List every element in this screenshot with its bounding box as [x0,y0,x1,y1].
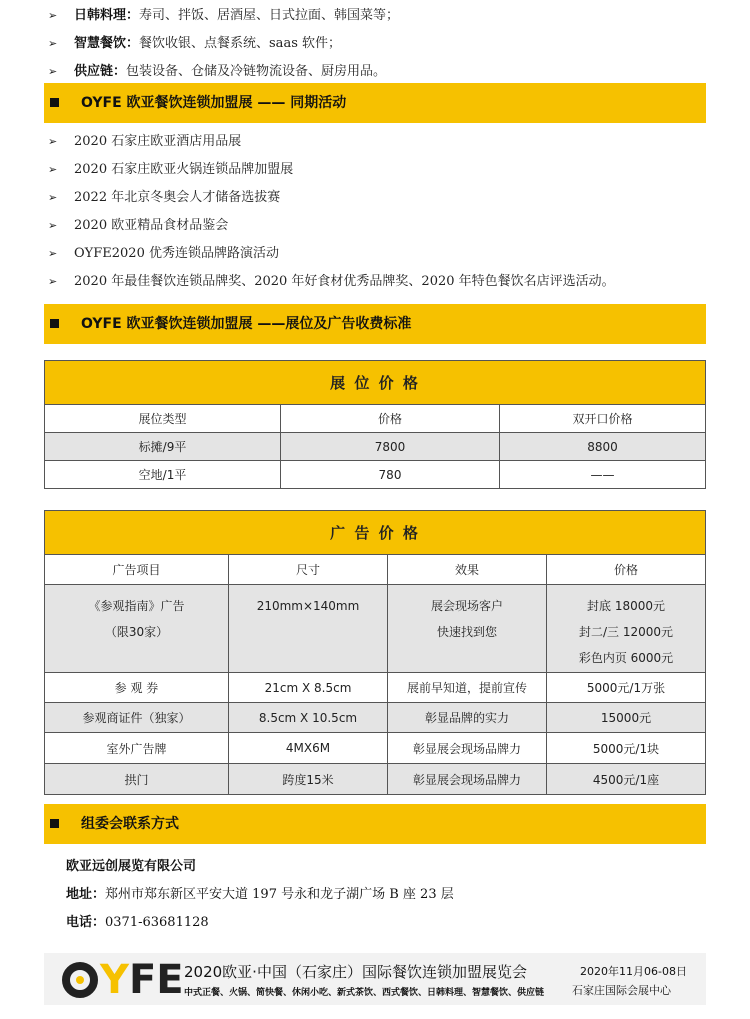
table-cell: 彰显展会现场品牌力 [388,764,547,795]
section-contact-header: 组委会联系方式 [44,804,706,844]
table-header: 广告项目 [45,555,229,585]
oyfe-logo: Y F E [62,959,184,1001]
table-cell: 室外广告牌 [45,733,229,764]
table-cell: 参 观 券 [45,673,229,703]
footer-date: 2020年11月06-08日 [580,965,687,978]
list-item: ➢ 2020 欧亚精品食材品鉴会 [48,212,615,240]
list-item: ➢ 2020 年最佳餐饮连锁品牌奖、2020 年好食材优秀品牌奖、2020 年特色餐饮名店评选活动。 [48,268,615,296]
arrow-icon: ➢ [48,219,58,232]
list-item: ➢ 供应链：包装设备、仓储及冷链物流设备、厨房用品。 [48,58,399,86]
table-row [45,764,706,795]
table-cell: 标摊/9平 [45,433,281,461]
arrow-icon: ➢ [48,275,58,288]
table-row [45,585,706,673]
section-activities-header: OYFE 欧亚餐饮连锁加盟展 —— 同期活动 [44,83,706,123]
table-cell: 展前早知道，提前宣传 [388,673,547,703]
table-header: 尺寸 [229,555,388,585]
table-cell: 空地/1平 [45,461,281,489]
table-cell: 展会现场客户 快速找到您 [388,585,547,673]
table-cell: 《参观指南》广告 （限30家） [45,585,229,673]
list-item: ➢ OYFE2020 优秀连锁品牌路演活动 [48,240,615,268]
table-header: 双开口价格 [500,405,706,433]
footer-venue: 石家庄国际会展中心 [572,984,671,997]
square-bullet-icon [50,819,59,828]
table-cell: 5000元/1块 [547,733,706,764]
table-cell: 5000元/1万张 [547,673,706,703]
arrow-icon: ➢ [48,9,58,22]
table-cell: 8.5cm X 10.5cm [229,703,388,733]
arrow-icon: ➢ [48,191,58,204]
arrow-icon: ➢ [48,37,58,50]
table-row [45,461,706,489]
table-header: 效果 [388,555,547,585]
table-cell: 封底 18000元 封二/三 12000元 彩色内页 6000元 [547,585,706,673]
table-header: 价格 [547,555,706,585]
table-cell: 8800 [500,433,706,461]
list-item: ➢ 2020 石家庄欧亚酒店用品展 [48,128,615,156]
table-row [45,673,706,703]
square-bullet-icon [50,98,59,107]
footer-title: 2020欧亚·中国（石家庄）国际餐饮连锁加盟展览会 [184,963,527,981]
footer-banner [44,953,706,1005]
footer-subtitle: 中式正餐、火锅、简快餐、休闲小吃、新式茶饮、西式餐饮、日韩料理、智慧餐饮、供应链 [184,988,545,998]
ad-price-table [44,510,706,795]
table-cell: 4500元/1座 [547,764,706,795]
table-cell: 4MX6M [229,733,388,764]
table-cell: 780 [281,461,500,489]
contact-address: 地址：郑州市郑东新区平安大道 197 号永和龙子湖广场 B 座 23 层 [66,887,454,902]
table-cell: 210mm×140mm [229,585,388,673]
table-header: 价格 [281,405,500,433]
table-cell: 15000元 [547,703,706,733]
section-pricing-header: OYFE 欧亚餐饮连锁加盟展 ——展位及广告收费标准 [44,304,706,344]
activities-list [48,128,615,296]
list-item: ➢ 智慧餐饮：餐饮收银、点餐系统、saas 软件； [48,30,399,58]
arrow-icon: ➢ [48,247,58,260]
intro-list [48,2,399,86]
table-row [45,703,706,733]
ad-table-title: 广 告 价 格 [45,511,706,555]
table-row [45,433,706,461]
table-cell: 拱门 [45,764,229,795]
booth-table-title: 展 位 价 格 [45,361,706,405]
contact-phone: 电话：0371-63681128 [66,915,209,930]
table-cell: 参观商证件（独家） [45,703,229,733]
table-cell: 彰显品牌的实力 [388,703,547,733]
arrow-icon: ➢ [48,163,58,176]
table-cell: 彰显展会现场品牌力 [388,733,547,764]
list-item: ➢ 2022 年北京冬奥会人才储备选拔赛 [48,184,615,212]
list-item: ➢ 2020 石家庄欧亚火锅连锁品牌加盟展 [48,156,615,184]
arrow-icon: ➢ [48,135,58,148]
table-cell: 7800 [281,433,500,461]
table-row [45,733,706,764]
table-cell: 跨度15米 [229,764,388,795]
table-header: 展位类型 [45,405,281,433]
square-bullet-icon [50,319,59,328]
table-cell: 21cm X 8.5cm [229,673,388,703]
arrow-icon: ➢ [48,65,58,78]
logo-ring-icon [62,962,98,998]
list-item: ➢ 日韩料理：寿司、拌饭、居酒屋、日式拉面、韩国菜等； [48,2,399,30]
contact-company: 欧亚远创展览有限公司 [66,859,197,874]
table-cell: —— [500,461,706,489]
booth-price-table [44,360,706,489]
